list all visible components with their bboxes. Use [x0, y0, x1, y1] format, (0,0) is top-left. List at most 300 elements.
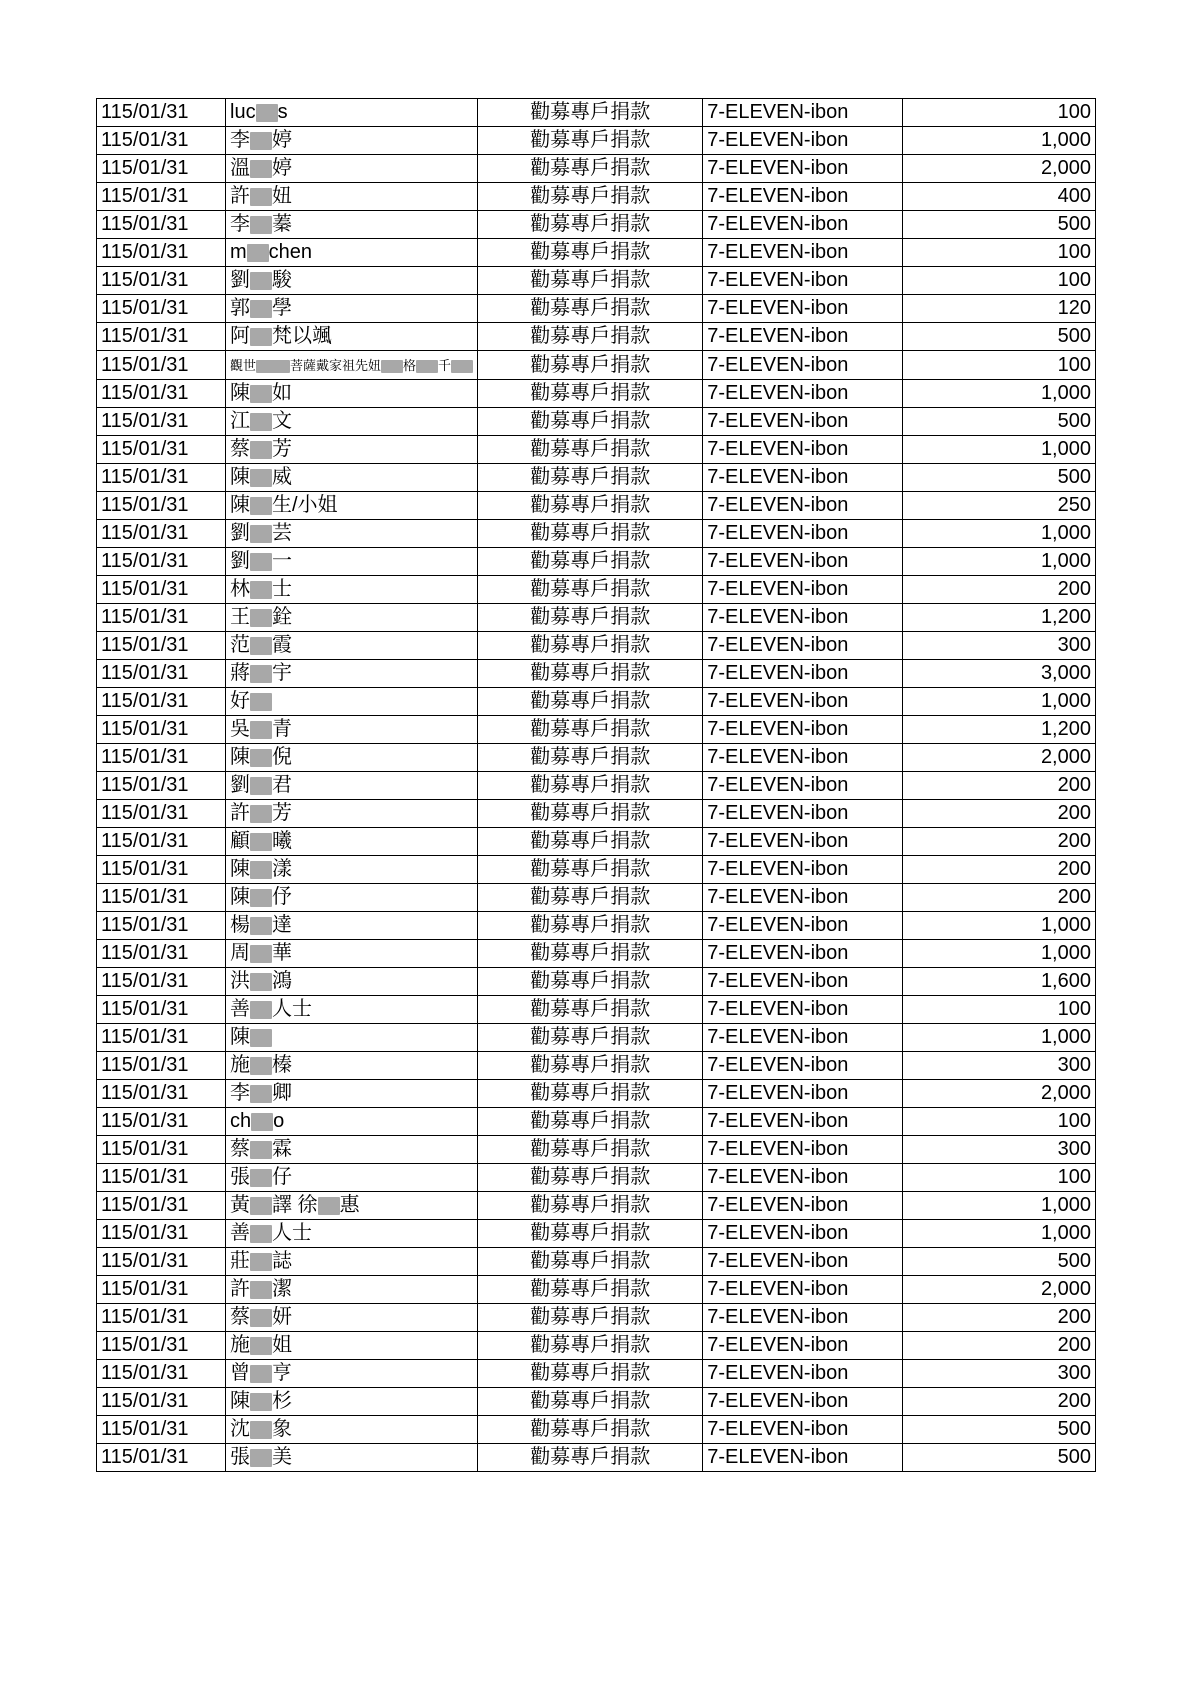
redaction-block	[250, 188, 272, 206]
cell-donation-type: 勸募專戶捐款	[478, 239, 703, 267]
redaction-block	[250, 1337, 272, 1355]
donation-table-body	[97, 99, 1096, 1472]
cell-date: 115/01/31	[97, 127, 226, 155]
cell-amount: 2,000	[903, 1080, 1096, 1108]
cell-amount: 120	[903, 295, 1096, 323]
cell-amount: 250	[903, 492, 1096, 520]
redaction-block	[250, 216, 272, 234]
redaction-block	[250, 637, 272, 655]
redaction-block	[250, 805, 272, 823]
cell-donor-name: 陳 伃	[226, 884, 478, 912]
redaction-block	[256, 360, 290, 373]
redaction-block	[250, 385, 272, 403]
cell-donor-name: 吳 青	[226, 716, 478, 744]
cell-donation-type: 勸募專戶捐款	[478, 1248, 703, 1276]
cell-donor-name: 蔡 芳	[226, 436, 478, 464]
table-row	[97, 1164, 1096, 1192]
table-row	[97, 183, 1096, 211]
redaction-block	[250, 749, 272, 767]
cell-donation-channel: 7-ELEVEN-ibon	[703, 632, 903, 660]
cell-date: 115/01/31	[97, 604, 226, 632]
redaction-block	[250, 1365, 272, 1383]
redaction-block	[247, 244, 269, 262]
redaction-block	[250, 300, 272, 318]
cell-donor-name: 楊 達	[226, 912, 478, 940]
cell-donor-name: ch o	[226, 1108, 478, 1136]
cell-date: 115/01/31	[97, 772, 226, 800]
table-row	[97, 772, 1096, 800]
cell-amount: 300	[903, 1052, 1096, 1080]
cell-amount: 200	[903, 1388, 1096, 1416]
redaction-block	[250, 497, 272, 515]
table-row	[97, 211, 1096, 239]
cell-donation-channel: 7-ELEVEN-ibon	[703, 127, 903, 155]
cell-date: 115/01/31	[97, 408, 226, 436]
table-row	[97, 99, 1096, 127]
table-row	[97, 856, 1096, 884]
cell-amount: 500	[903, 323, 1096, 351]
redaction-block	[250, 609, 272, 627]
cell-donation-channel: 7-ELEVEN-ibon	[703, 912, 903, 940]
cell-amount: 1,000	[903, 1024, 1096, 1052]
cell-donation-type: 勸募專戶捐款	[478, 99, 703, 127]
redaction-block	[250, 581, 272, 599]
cell-donor-name: 莊 誌	[226, 1248, 478, 1276]
table-row	[97, 968, 1096, 996]
cell-donation-type: 勸募專戶捐款	[478, 1024, 703, 1052]
cell-donor-name: 許 潔	[226, 1276, 478, 1304]
cell-date: 115/01/31	[97, 380, 226, 408]
cell-donation-channel: 7-ELEVEN-ibon	[703, 996, 903, 1024]
cell-donation-type: 勸募專戶捐款	[478, 604, 703, 632]
cell-donor-name: 江 文	[226, 408, 478, 436]
cell-donor-name: 陳 生/小姐	[226, 492, 478, 520]
cell-donation-type: 勸募專戶捐款	[478, 744, 703, 772]
table-row	[97, 1192, 1096, 1220]
cell-amount: 1,000	[903, 127, 1096, 155]
redaction-block	[250, 833, 272, 851]
redaction-block	[250, 160, 272, 178]
cell-date: 115/01/31	[97, 155, 226, 183]
redaction-block	[250, 1001, 272, 1019]
redaction-block	[250, 665, 272, 683]
cell-donation-type: 勸募專戶捐款	[478, 323, 703, 351]
table-row	[97, 155, 1096, 183]
cell-donor-name: 陳 如	[226, 380, 478, 408]
cell-amount: 100	[903, 1108, 1096, 1136]
cell-date: 115/01/31	[97, 688, 226, 716]
cell-date: 115/01/31	[97, 940, 226, 968]
cell-date: 115/01/31	[97, 520, 226, 548]
table-row	[97, 716, 1096, 744]
cell-donation-channel: 7-ELEVEN-ibon	[703, 1164, 903, 1192]
cell-donation-type: 勸募專戶捐款	[478, 267, 703, 295]
cell-donor-name: 張 美	[226, 1444, 478, 1472]
redaction-block	[250, 693, 272, 711]
cell-donation-channel: 7-ELEVEN-ibon	[703, 856, 903, 884]
cell-donation-channel: 7-ELEVEN-ibon	[703, 1276, 903, 1304]
cell-donation-type: 勸募專戶捐款	[478, 1388, 703, 1416]
table-row	[97, 1276, 1096, 1304]
redaction-block	[250, 413, 272, 431]
cell-donation-channel: 7-ELEVEN-ibon	[703, 464, 903, 492]
redaction-block	[250, 1225, 272, 1243]
cell-donation-channel: 7-ELEVEN-ibon	[703, 744, 903, 772]
cell-donation-channel: 7-ELEVEN-ibon	[703, 1388, 903, 1416]
redaction-block	[250, 132, 272, 150]
redaction-block	[250, 1085, 272, 1103]
redaction-block	[318, 1197, 340, 1215]
redaction-block	[250, 861, 272, 879]
cell-donation-channel: 7-ELEVEN-ibon	[703, 239, 903, 267]
cell-date: 115/01/31	[97, 800, 226, 828]
cell-date: 115/01/31	[97, 912, 226, 940]
cell-donation-channel: 7-ELEVEN-ibon	[703, 1304, 903, 1332]
cell-donation-type: 勸募專戶捐款	[478, 183, 703, 211]
cell-donation-type: 勸募專戶捐款	[478, 127, 703, 155]
cell-donation-channel: 7-ELEVEN-ibon	[703, 1444, 903, 1472]
redaction-block	[250, 1197, 272, 1215]
cell-amount: 2,000	[903, 1276, 1096, 1304]
cell-donation-channel: 7-ELEVEN-ibon	[703, 828, 903, 856]
cell-amount: 1,200	[903, 716, 1096, 744]
cell-date: 115/01/31	[97, 660, 226, 688]
cell-donation-channel: 7-ELEVEN-ibon	[703, 323, 903, 351]
cell-donor-name: 許 妞	[226, 183, 478, 211]
cell-amount: 500	[903, 408, 1096, 436]
table-row	[97, 323, 1096, 351]
cell-donation-type: 勸募專戶捐款	[478, 380, 703, 408]
cell-donor-name: 黃 譯 徐 惠	[226, 1192, 478, 1220]
redaction-block	[250, 973, 272, 991]
cell-donor-name: 觀世 菩薩戴家祖先妞 格 千	[226, 351, 478, 380]
cell-amount: 200	[903, 828, 1096, 856]
cell-donation-type: 勸募專戶捐款	[478, 1304, 703, 1332]
redaction-block	[250, 889, 272, 907]
cell-donation-type: 勸募專戶捐款	[478, 1108, 703, 1136]
cell-donation-channel: 7-ELEVEN-ibon	[703, 1220, 903, 1248]
cell-donation-type: 勸募專戶捐款	[478, 1360, 703, 1388]
table-row	[97, 1388, 1096, 1416]
cell-donation-type: 勸募專戶捐款	[478, 968, 703, 996]
cell-amount: 500	[903, 1416, 1096, 1444]
cell-donation-channel: 7-ELEVEN-ibon	[703, 1360, 903, 1388]
redaction-block	[250, 945, 272, 963]
cell-donor-name: 李 婷	[226, 127, 478, 155]
cell-donation-channel: 7-ELEVEN-ibon	[703, 1024, 903, 1052]
cell-donor-name: 蔡 霖	[226, 1136, 478, 1164]
table-row	[97, 632, 1096, 660]
redaction-block	[250, 441, 272, 459]
cell-date: 115/01/31	[97, 744, 226, 772]
table-row	[97, 548, 1096, 576]
cell-date: 115/01/31	[97, 464, 226, 492]
cell-donation-type: 勸募專戶捐款	[478, 800, 703, 828]
cell-donor-name: 范 霞	[226, 632, 478, 660]
table-row	[97, 940, 1096, 968]
cell-amount: 100	[903, 996, 1096, 1024]
cell-donor-name: 劉 駿	[226, 267, 478, 295]
cell-donation-channel: 7-ELEVEN-ibon	[703, 408, 903, 436]
cell-donation-type: 勸募專戶捐款	[478, 632, 703, 660]
cell-amount: 1,000	[903, 520, 1096, 548]
redaction-block	[250, 1281, 272, 1299]
cell-amount: 1,000	[903, 1220, 1096, 1248]
table-row	[97, 492, 1096, 520]
cell-donor-name: 李 卿	[226, 1080, 478, 1108]
cell-donation-channel: 7-ELEVEN-ibon	[703, 1080, 903, 1108]
cell-date: 115/01/31	[97, 211, 226, 239]
cell-donation-type: 勸募專戶捐款	[478, 1416, 703, 1444]
cell-date: 115/01/31	[97, 1332, 226, 1360]
cell-date: 115/01/31	[97, 323, 226, 351]
cell-date: 115/01/31	[97, 1360, 226, 1388]
redaction-block	[250, 272, 272, 290]
cell-amount: 1,000	[903, 912, 1096, 940]
cell-donation-channel: 7-ELEVEN-ibon	[703, 884, 903, 912]
cell-date: 115/01/31	[97, 1276, 226, 1304]
table-row	[97, 1220, 1096, 1248]
table-row	[97, 436, 1096, 464]
cell-date: 115/01/31	[97, 267, 226, 295]
cell-donor-name: 周 華	[226, 940, 478, 968]
cell-donor-name: 曾 亨	[226, 1360, 478, 1388]
redaction-block	[250, 1169, 272, 1187]
cell-donor-name: luc s	[226, 99, 478, 127]
redaction-block	[250, 1057, 272, 1075]
cell-amount: 300	[903, 1360, 1096, 1388]
table-row	[97, 1360, 1096, 1388]
cell-donation-channel: 7-ELEVEN-ibon	[703, 492, 903, 520]
cell-donation-type: 勸募專戶捐款	[478, 912, 703, 940]
cell-date: 115/01/31	[97, 884, 226, 912]
cell-date: 115/01/31	[97, 1136, 226, 1164]
cell-amount: 1,000	[903, 548, 1096, 576]
table-row	[97, 1332, 1096, 1360]
cell-donation-type: 勸募專戶捐款	[478, 1164, 703, 1192]
cell-amount: 200	[903, 800, 1096, 828]
cell-date: 115/01/31	[97, 716, 226, 744]
cell-donor-name: 陳 杉	[226, 1388, 478, 1416]
cell-date: 115/01/31	[97, 1192, 226, 1220]
cell-donor-name: 施 姐	[226, 1332, 478, 1360]
cell-donation-channel: 7-ELEVEN-ibon	[703, 548, 903, 576]
cell-donation-channel: 7-ELEVEN-ibon	[703, 688, 903, 716]
cell-date: 115/01/31	[97, 183, 226, 211]
table-row	[97, 239, 1096, 267]
redaction-block	[250, 469, 272, 487]
cell-donation-type: 勸募專戶捐款	[478, 520, 703, 548]
cell-donation-channel: 7-ELEVEN-ibon	[703, 1416, 903, 1444]
cell-donation-channel: 7-ELEVEN-ibon	[703, 1332, 903, 1360]
cell-date: 115/01/31	[97, 492, 226, 520]
table-row	[97, 520, 1096, 548]
cell-donation-type: 勸募專戶捐款	[478, 492, 703, 520]
donation-table-container	[96, 98, 1096, 1472]
table-row	[97, 800, 1096, 828]
donation-table	[96, 98, 1096, 1472]
cell-date: 115/01/31	[97, 436, 226, 464]
cell-donation-type: 勸募專戶捐款	[478, 1444, 703, 1472]
redaction-block	[250, 553, 272, 571]
table-row	[97, 828, 1096, 856]
cell-amount: 200	[903, 1332, 1096, 1360]
cell-donation-channel: 7-ELEVEN-ibon	[703, 267, 903, 295]
cell-date: 115/01/31	[97, 1024, 226, 1052]
cell-donation-type: 勸募專戶捐款	[478, 1276, 703, 1304]
cell-donation-type: 勸募專戶捐款	[478, 1052, 703, 1080]
cell-donor-name: 施 榛	[226, 1052, 478, 1080]
cell-donation-channel: 7-ELEVEN-ibon	[703, 1108, 903, 1136]
cell-donor-name: 陳 漾	[226, 856, 478, 884]
table-row	[97, 1080, 1096, 1108]
cell-donation-type: 勸募專戶捐款	[478, 211, 703, 239]
table-row	[97, 1248, 1096, 1276]
redaction-block	[250, 1253, 272, 1271]
cell-donation-type: 勸募專戶捐款	[478, 155, 703, 183]
table-row	[97, 295, 1096, 323]
cell-amount: 500	[903, 1444, 1096, 1472]
cell-amount: 100	[903, 99, 1096, 127]
cell-donor-name: 劉 君	[226, 772, 478, 800]
cell-date: 115/01/31	[97, 99, 226, 127]
table-row	[97, 1108, 1096, 1136]
cell-date: 115/01/31	[97, 828, 226, 856]
cell-donor-name: 林 士	[226, 576, 478, 604]
redaction-block	[250, 1309, 272, 1327]
cell-donation-type: 勸募專戶捐款	[478, 660, 703, 688]
cell-amount: 1,200	[903, 604, 1096, 632]
table-row	[97, 351, 1096, 380]
cell-amount: 1,000	[903, 688, 1096, 716]
cell-donation-type: 勸募專戶捐款	[478, 464, 703, 492]
redaction-block	[250, 917, 272, 935]
cell-donation-type: 勸募專戶捐款	[478, 548, 703, 576]
cell-donation-type: 勸募專戶捐款	[478, 295, 703, 323]
redaction-block	[250, 721, 272, 739]
table-row	[97, 1444, 1096, 1472]
table-row	[97, 267, 1096, 295]
cell-amount: 100	[903, 239, 1096, 267]
table-row	[97, 660, 1096, 688]
cell-donation-channel: 7-ELEVEN-ibon	[703, 380, 903, 408]
cell-donor-name: 善 人士	[226, 1220, 478, 1248]
cell-donation-type: 勸募專戶捐款	[478, 1136, 703, 1164]
table-row	[97, 576, 1096, 604]
table-row	[97, 1416, 1096, 1444]
cell-donation-channel: 7-ELEVEN-ibon	[703, 716, 903, 744]
cell-donation-channel: 7-ELEVEN-ibon	[703, 155, 903, 183]
cell-date: 115/01/31	[97, 1304, 226, 1332]
cell-donor-name: 李 蓁	[226, 211, 478, 239]
cell-donation-channel: 7-ELEVEN-ibon	[703, 211, 903, 239]
cell-amount: 400	[903, 183, 1096, 211]
cell-donation-type: 勸募專戶捐款	[478, 996, 703, 1024]
table-row	[97, 1304, 1096, 1332]
table-row	[97, 408, 1096, 436]
redaction-block	[381, 360, 403, 373]
cell-date: 115/01/31	[97, 548, 226, 576]
cell-donation-channel: 7-ELEVEN-ibon	[703, 772, 903, 800]
cell-date: 115/01/31	[97, 295, 226, 323]
redaction-block	[250, 1449, 272, 1467]
redaction-block	[250, 777, 272, 795]
cell-amount: 200	[903, 576, 1096, 604]
cell-donation-channel: 7-ELEVEN-ibon	[703, 800, 903, 828]
cell-date: 115/01/31	[97, 996, 226, 1024]
cell-donation-type: 勸募專戶捐款	[478, 576, 703, 604]
cell-date: 115/01/31	[97, 1220, 226, 1248]
cell-date: 115/01/31	[97, 856, 226, 884]
cell-donor-name: 好	[226, 688, 478, 716]
cell-date: 115/01/31	[97, 1164, 226, 1192]
cell-amount: 300	[903, 1136, 1096, 1164]
cell-donor-name: 顧 曦	[226, 828, 478, 856]
cell-date: 115/01/31	[97, 576, 226, 604]
cell-donation-channel: 7-ELEVEN-ibon	[703, 295, 903, 323]
cell-donation-channel: 7-ELEVEN-ibon	[703, 968, 903, 996]
cell-amount: 500	[903, 1248, 1096, 1276]
cell-amount: 1,000	[903, 436, 1096, 464]
cell-amount: 500	[903, 464, 1096, 492]
cell-amount: 3,000	[903, 660, 1096, 688]
cell-donation-type: 勸募專戶捐款	[478, 688, 703, 716]
cell-donation-channel: 7-ELEVEN-ibon	[703, 660, 903, 688]
cell-donation-channel: 7-ELEVEN-ibon	[703, 1052, 903, 1080]
cell-date: 115/01/31	[97, 1248, 226, 1276]
cell-donation-channel: 7-ELEVEN-ibon	[703, 940, 903, 968]
cell-donor-name: 張 仔	[226, 1164, 478, 1192]
cell-donation-type: 勸募專戶捐款	[478, 436, 703, 464]
table-row	[97, 1024, 1096, 1052]
cell-donor-name: 善 人士	[226, 996, 478, 1024]
cell-donation-channel: 7-ELEVEN-ibon	[703, 1192, 903, 1220]
cell-donation-channel: 7-ELEVEN-ibon	[703, 604, 903, 632]
redaction-block	[251, 1113, 273, 1131]
cell-date: 115/01/31	[97, 1108, 226, 1136]
table-row	[97, 604, 1096, 632]
cell-amount: 1,600	[903, 968, 1096, 996]
cell-donor-name: 蔡 妍	[226, 1304, 478, 1332]
table-row	[97, 744, 1096, 772]
cell-date: 115/01/31	[97, 632, 226, 660]
table-row	[97, 127, 1096, 155]
cell-donation-type: 勸募專戶捐款	[478, 772, 703, 800]
table-row	[97, 996, 1096, 1024]
cell-donor-name: 劉 芸	[226, 520, 478, 548]
cell-donor-name: 郭 學	[226, 295, 478, 323]
cell-donation-type: 勸募專戶捐款	[478, 1080, 703, 1108]
cell-amount: 1,000	[903, 940, 1096, 968]
redaction-block	[250, 1141, 272, 1159]
cell-amount: 200	[903, 856, 1096, 884]
cell-date: 115/01/31	[97, 1444, 226, 1472]
cell-amount: 200	[903, 884, 1096, 912]
cell-donor-name: 陳 威	[226, 464, 478, 492]
cell-date: 115/01/31	[97, 1388, 226, 1416]
redaction-block	[416, 360, 438, 373]
table-row	[97, 464, 1096, 492]
cell-donation-channel: 7-ELEVEN-ibon	[703, 1248, 903, 1276]
table-row	[97, 1136, 1096, 1164]
cell-amount: 1,000	[903, 1192, 1096, 1220]
cell-donation-channel: 7-ELEVEN-ibon	[703, 99, 903, 127]
cell-donation-type: 勸募專戶捐款	[478, 856, 703, 884]
cell-donation-channel: 7-ELEVEN-ibon	[703, 183, 903, 211]
cell-amount: 2,000	[903, 155, 1096, 183]
cell-donor-name: 阿 梵以颯	[226, 323, 478, 351]
redaction-block	[256, 104, 278, 122]
